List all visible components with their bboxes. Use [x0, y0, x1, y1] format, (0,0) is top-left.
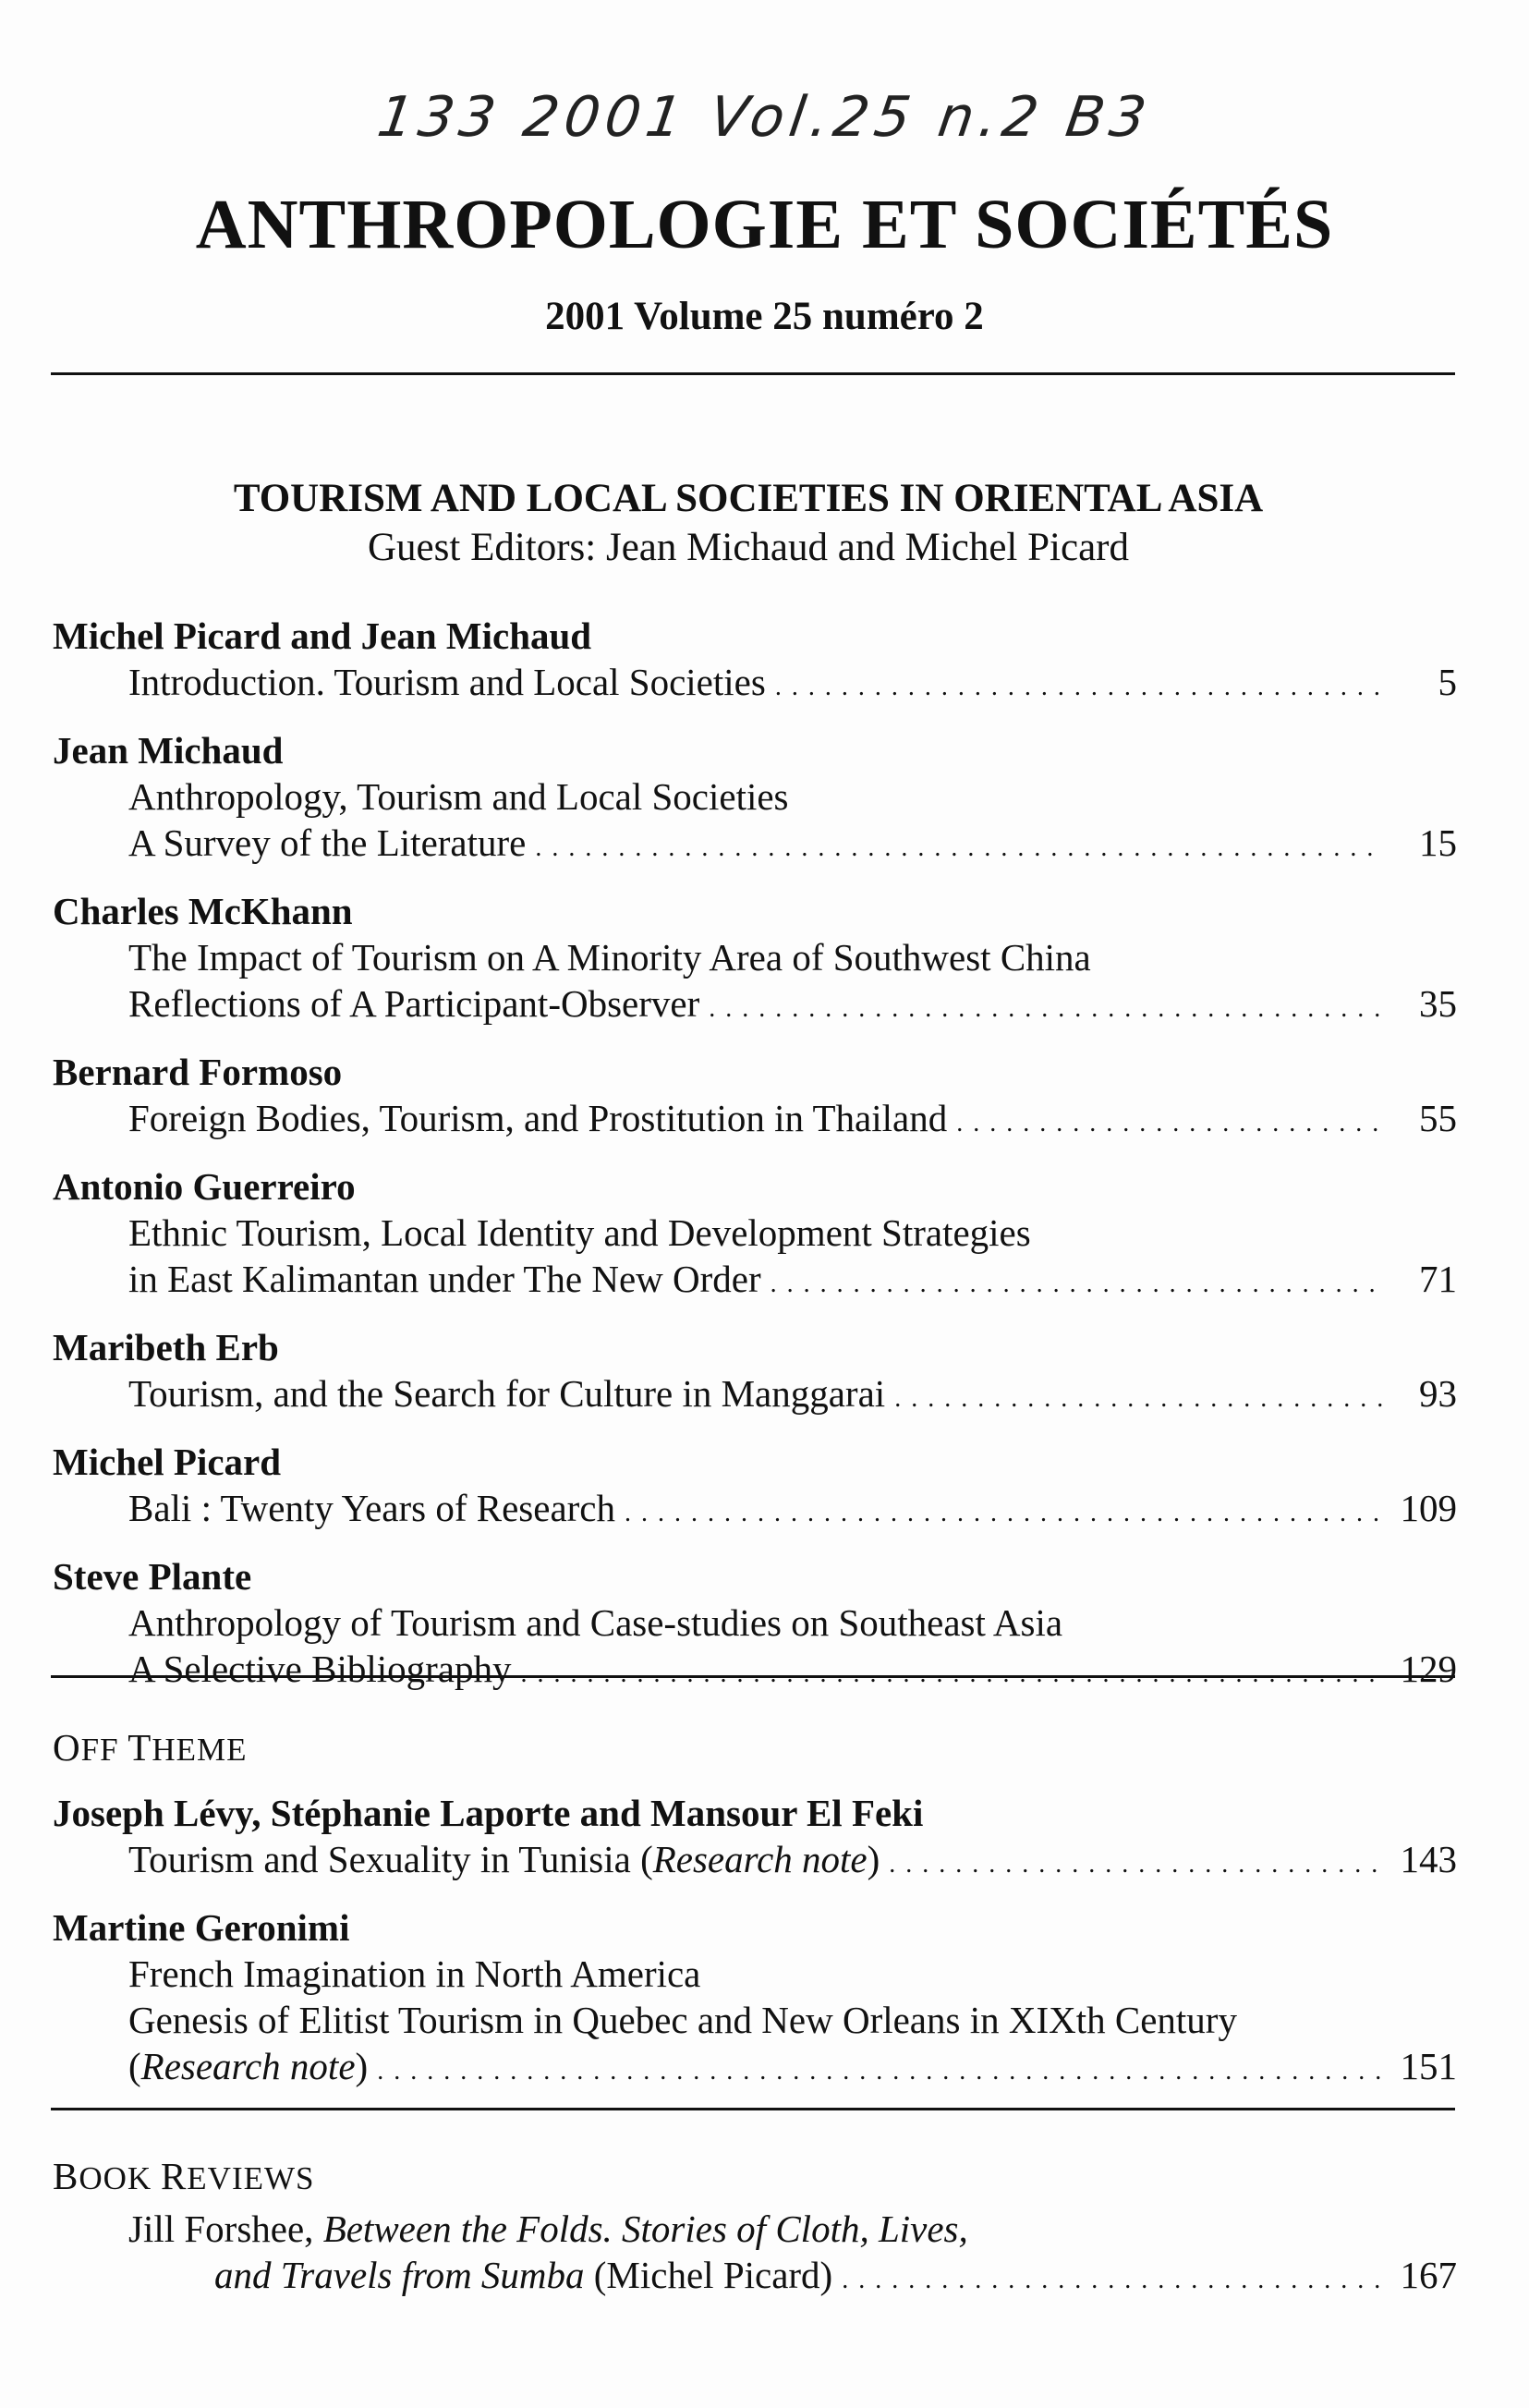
entry-title: Introduction. Tourism and Local Societies: [128, 661, 766, 703]
theme-editors: Guest Editors: Jean Michaud and Michel Picard: [368, 526, 1129, 569]
entry-author: Martine Geronimi: [53, 1906, 350, 1949]
contents-list: [53, 613, 1457, 1714]
entry-title-line: The Impact of Tourism on A Minority Area of Southwest China: [128, 936, 1091, 979]
toc-entry: [53, 1904, 1457, 2095]
entry-title-row[interactable]: [53, 1256, 1457, 1307]
entry-title: (Research note): [128, 2045, 369, 2087]
dot-leader: [377, 2049, 1383, 2095]
page-number: 15: [1419, 821, 1457, 864]
theme-title: TOURISM AND LOCAL SOCIETIES IN ORIENTAL ASIA: [233, 477, 1264, 520]
divider: [51, 1675, 1455, 1678]
entry-title-line: Anthropology of Tourism and Case-studies on Southeast Asia: [128, 1601, 1063, 1644]
page-number: 5: [1438, 661, 1457, 703]
journal-title: ANTHROPOLOGIE ET SOCIÉTÉS: [195, 186, 1334, 263]
dot-leader: [771, 1261, 1383, 1307]
page-number: 129: [1400, 1648, 1457, 1690]
entry-title: A Survey of the Literature: [128, 821, 527, 864]
entry-title-row[interactable]: [53, 1485, 1457, 1537]
divider: [51, 2108, 1455, 2110]
entry-title-line: Ethnic Tourism, Local Identity and Development Strategies: [128, 1211, 1031, 1254]
toc-entry: [53, 1790, 1457, 1888]
entry-title: in East Kalimantan under The New Order: [128, 1258, 761, 1300]
dot-leader: [894, 1376, 1383, 1422]
toc-entry: [53, 888, 1457, 1032]
entry-author: Steve Plante: [53, 1555, 252, 1598]
entry-title-row[interactable]: [53, 820, 1457, 871]
entry-title: A Selective Bibliography: [128, 1648, 512, 1690]
book-reviews-section: [53, 2153, 1457, 2304]
toc-entry: [53, 727, 1457, 871]
page-number: 151: [1400, 2045, 1457, 2087]
entry-author: Charles McKhann: [53, 890, 353, 932]
review-title: and Travels from Sumba (Michel Picard): [214, 2254, 833, 2296]
entry-title-line: Genesis of Elitist Tourism in Quebec and New Orleans in XIXth Century: [128, 1999, 1237, 2041]
entry-author: Bernard Formoso: [53, 1051, 343, 1093]
entry-title-line: Anthropology, Tourism and Local Societies: [128, 775, 789, 818]
toc-entry: [53, 1163, 1457, 1307]
entry-title-line: French Imagination in North America: [128, 1952, 701, 1995]
entry-author: Michel Picard: [53, 1441, 282, 1483]
section-heading: BOOK REVIEWS: [53, 2155, 315, 2197]
toc-entry: [53, 613, 1457, 711]
entry-author: Michel Picard and Jean Michaud: [53, 614, 592, 657]
entry-title-row[interactable]: [53, 2043, 1457, 2095]
entry-title-row[interactable]: [53, 1095, 1457, 1147]
entry-title: Foreign Bodies, Tourism, and Prostitution in Thailand: [128, 1097, 948, 1139]
toc-entry: [53, 1049, 1457, 1147]
dot-leader: [842, 2257, 1383, 2304]
entry-author: Joseph Lévy, Stéphanie Laporte and Mansour El Feki: [53, 1792, 924, 1834]
page-number: 167: [1400, 2254, 1457, 2296]
review-line: Jill Forshee, Between the Folds. Stories of Cloth, Lives,: [128, 2207, 968, 2250]
section-heading: OFF THEME: [53, 1726, 248, 1769]
off-theme-section: [53, 1724, 1457, 2111]
page-number: 93: [1419, 1372, 1457, 1415]
entry-author: Jean Michaud: [53, 729, 284, 772]
handwritten-note: 133 2001 Vol.25 n.2 B3: [373, 85, 1156, 150]
dot-leader: [520, 1651, 1383, 1697]
entry-title-row[interactable]: [53, 1646, 1457, 1697]
entry-title-row[interactable]: [53, 980, 1457, 1032]
entry-title: Bali : Twenty Years of Research: [128, 1487, 615, 1529]
dot-leader: [956, 1101, 1383, 1147]
toc-entry: [53, 1439, 1457, 1537]
issue-info: 2001 Volume 25 numéro 2: [545, 295, 984, 338]
entry-title: Tourism, and the Search for Culture in Manggarai: [128, 1372, 886, 1415]
page-number: 55: [1419, 1097, 1457, 1139]
entry-author: Antonio Guerreiro: [53, 1165, 356, 1208]
dot-leader: [775, 664, 1383, 711]
page-number: 71: [1419, 1258, 1457, 1300]
toc-entry: [53, 1324, 1457, 1422]
dot-leader: [709, 986, 1383, 1032]
page-number: 109: [1400, 1487, 1457, 1529]
entry-title: Reflections of A Participant-Observer: [128, 982, 700, 1025]
page-number: 35: [1419, 982, 1457, 1025]
entry-author: Maribeth Erb: [53, 1326, 279, 1368]
entry-title: Tourism and Sexuality in Tunisia (Research note): [128, 1838, 880, 1880]
entry-title-row[interactable]: [53, 659, 1457, 711]
page-number: 143: [1400, 1838, 1457, 1880]
review-title-row[interactable]: [53, 2252, 1457, 2304]
entry-title-row[interactable]: [53, 1370, 1457, 1422]
divider: [51, 372, 1455, 375]
entry-title-row[interactable]: [53, 1836, 1457, 1888]
dot-leader: [535, 825, 1383, 871]
dot-leader: [625, 1490, 1383, 1537]
dot-leader: [889, 1842, 1383, 1888]
